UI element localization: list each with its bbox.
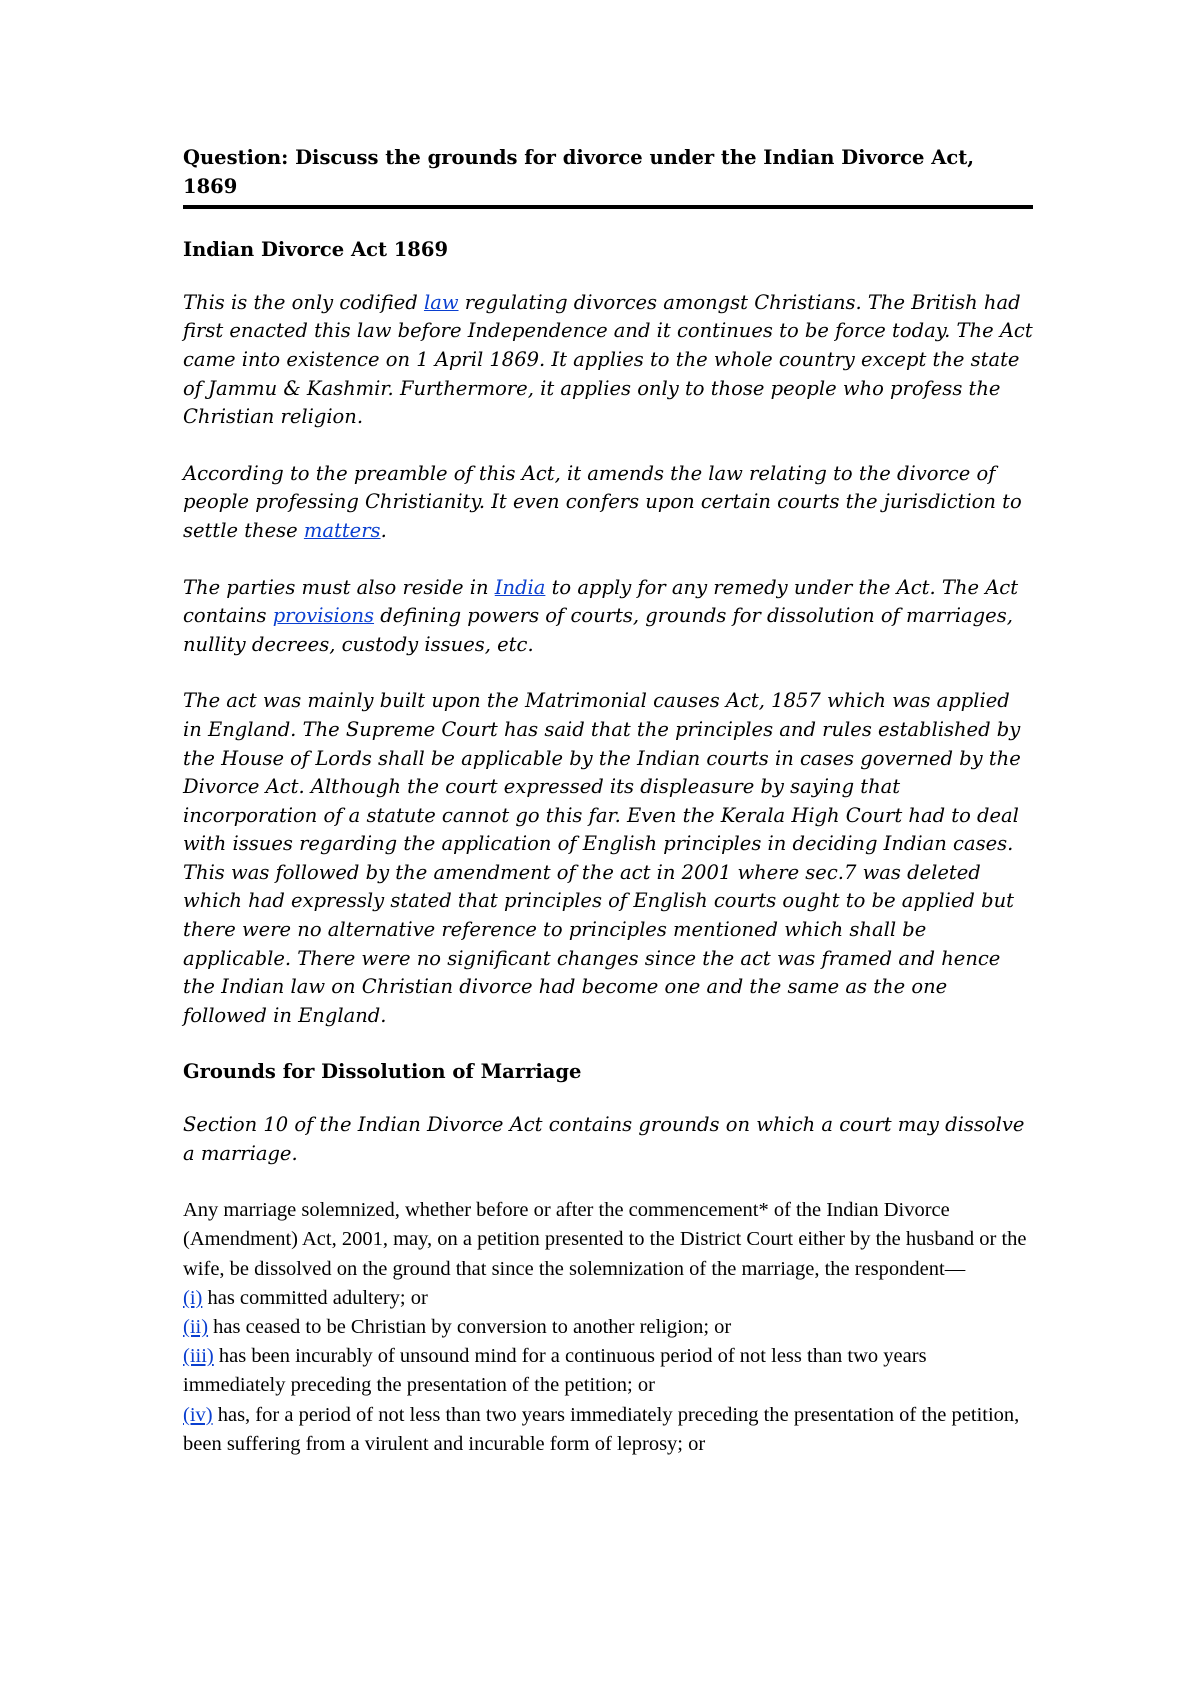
grounds-intro: Any marriage solemnized, whether before or after the commencement* of the Indian Divorce (Amendment) Act, 2001, may, on a petition presented to the District Court either by the husband or the wife, be dissolved on the ground that since the solemnization of the marriage, the respondent—	[183, 1199, 1027, 1280]
paragraph-text: defining powers of courts, grounds for dissolution of marriages, nullity decrees, custody issues, etc.	[183, 604, 1013, 656]
link-provisions[interactable]: provisions	[272, 604, 375, 628]
ground-link-iii[interactable]: (iii)	[183, 1345, 214, 1368]
ground-text: has committed adultery; or	[202, 1286, 428, 1309]
section-heading-act: Indian Divorce Act 1869	[183, 238, 449, 262]
grounds-block	[183, 1196, 1033, 1459]
paragraph-text: to apply for any remedy under the Act. The Act contains	[183, 575, 1019, 628]
paragraph-preamble	[183, 460, 1033, 546]
paragraph-section-10: Section 10 of the Indian Divorce Act contains grounds on which a court may dissolve a marriage.	[183, 1113, 1025, 1165]
ground-item	[183, 1284, 1033, 1313]
link-matters[interactable]: matters	[303, 518, 381, 542]
ground-item	[183, 1401, 1033, 1459]
ground-text: has, for a period of not less than two years immediately preceding the presentation of the petition, been suffering from a virulent and incurable form of leprosy; or	[183, 1403, 1020, 1455]
ground-item	[183, 1342, 1033, 1400]
paragraph-text: .	[380, 518, 387, 542]
title-divider	[183, 205, 1033, 209]
ground-text: has ceased to be Christian by conversion to another religion; or	[208, 1316, 732, 1339]
link-india[interactable]: India	[494, 575, 546, 599]
ground-link-i[interactable]: (i)	[183, 1286, 203, 1309]
paragraph-parties	[183, 574, 1033, 660]
paragraph-codified-law	[183, 289, 1033, 432]
paragraph-text: regulating divorces amongst Christians. The British had first enacted this law before Independence and it continues to be force today. The Act came into existence on 1 April 1869. It applies to the whole country except the state of Jammu & Kashmir. Furthermore, it applies only to those people who profess the Christian religion.	[183, 290, 1033, 429]
document-page	[183, 144, 1033, 1459]
paragraph-text: This is the only codified	[183, 290, 424, 314]
section-heading-grounds: Grounds for Dissolution of Marriage	[183, 1060, 582, 1084]
link-law[interactable]: law	[423, 290, 459, 314]
paragraph-matrimonial-causes: The act was mainly built upon the Matrimonial causes Act, 1857 which was applied in England. The Supreme Court has said that the principles and rules established by the House of Lords shall be applicable by the Indian courts in cases governed by the Divorce Act. Although the court expressed its displeasure by saying that incorporation of a statute cannot go this far. Even the Kerala High Court had to deal with issues regarding the application of English principles in deciding Indian cases. This was followed by the amendment of the act in 2001 where sec.7 was deleted which had expressly stated that principles of English courts ought to be applied but there were no alternative reference to principles mentioned which shall be applicable. There were no significant changes since the act was framed and hence the Indian law on Christian divorce had become one and the same as the one followed in England.	[183, 689, 1021, 1027]
paragraph-text: The parties must also reside in	[183, 575, 495, 599]
question-title: Question: Discuss the grounds for divorce under the Indian Divorce Act, 1869	[183, 146, 975, 198]
ground-item	[183, 1313, 1033, 1342]
ground-text: has been incurably of unsound mind for a continuous period of not less than two years immediately preceding the presentation of the petition; or	[183, 1345, 927, 1397]
ground-link-ii[interactable]: (ii)	[183, 1316, 209, 1339]
ground-link-iv[interactable]: (iv)	[183, 1403, 213, 1426]
paragraph-text: According to the preamble of this Act, it amends the law relating to the divorce of people professing Christianity. It even confers upon certain courts the jurisdiction to settle these	[183, 461, 1022, 542]
